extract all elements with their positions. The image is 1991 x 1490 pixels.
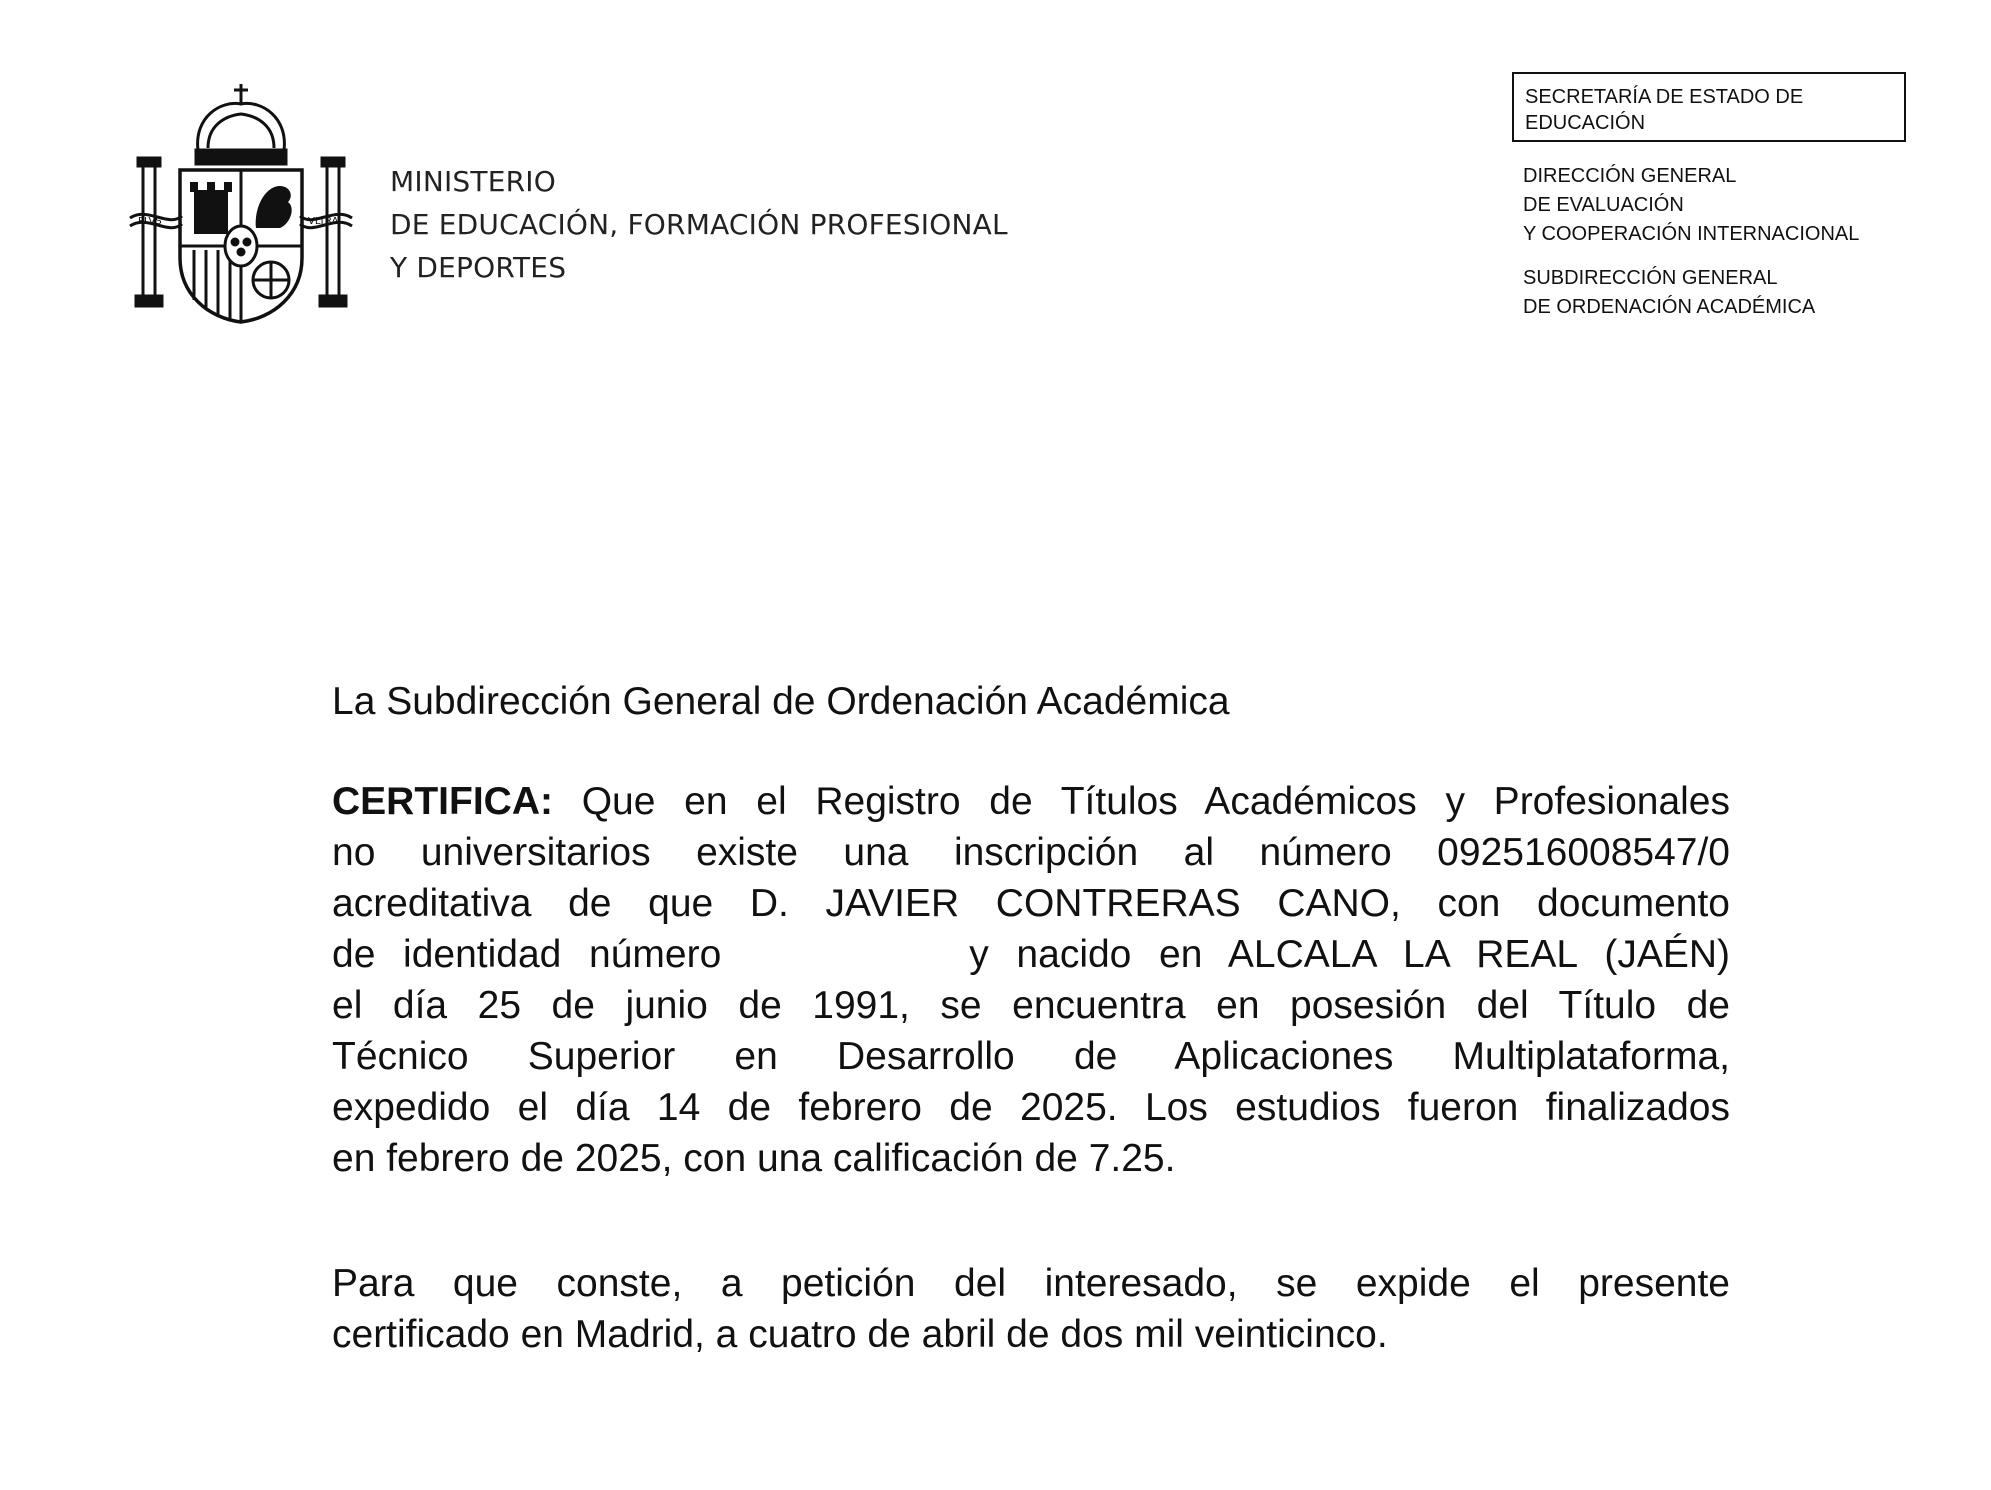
paragraph-line: no universitarios existe una inscripción al número 092516008547/0 [332, 831, 1730, 874]
closing-paragraph [332, 1258, 1730, 1360]
ministry-line: MINISTERIO [390, 165, 556, 198]
paragraph-line: certificado en Madrid, a cuatro de abril de dos mil veinticinco. [332, 1313, 1388, 1356]
paragraph-line: acreditativa de que D. JAVIER CONTRERAS CANO, con documento [332, 882, 1730, 925]
paragraph-line: Para que conste, a petición del interesado, se expide el presente [332, 1262, 1730, 1305]
paragraph-line: en febrero de 2025, con una calificación de 7.25. [332, 1137, 1176, 1180]
subdireccion-line: SUBDIRECCIÓN GENERAL [1523, 267, 1778, 289]
ministry-line: Y DEPORTES [390, 251, 567, 284]
ministry-name [390, 160, 1008, 289]
paragraph-line: CERTIFICA: Que en el Registro de Títulos Académicos y Profesionales [332, 780, 1730, 823]
paragraph-line: el día 25 de junio de 1991, se encuentra en posesión del Título de [332, 984, 1730, 1027]
direccion-line: DE EVALUACIÓN [1523, 194, 1684, 216]
secretaria-line: SECRETARÍA DE ESTADO DE [1525, 86, 1804, 108]
certifica-paragraph [332, 776, 1730, 1184]
coat-of-arms-icon [128, 78, 354, 328]
certifica-label: CERTIFICA: [332, 780, 553, 823]
document-intro: La Subdirección General de Ordenación Académica [332, 680, 1230, 723]
secretaria-line: EDUCACIÓN [1525, 112, 1646, 134]
crest-motto-left: PLVS [138, 216, 162, 227]
crest-motto-right: VLTRA [308, 216, 339, 227]
direccion-general [1523, 162, 1859, 249]
subdireccion-general [1523, 264, 1815, 322]
paragraph-line: Técnico Superior en Desarrollo de Aplicaciones Multiplataforma, [332, 1035, 1730, 1078]
secretaria-box [1512, 72, 1906, 142]
direccion-line: DIRECCIÓN GENERAL [1523, 165, 1737, 187]
subdireccion-line: DE ORDENACIÓN ACADÉMICA [1523, 296, 1816, 318]
ministry-line: DE EDUCACIÓN, FORMACIÓN PROFESIONAL [390, 208, 1008, 241]
paragraph-line: de identidad número y nacido en ALCALA LA REAL (JAÉN) [332, 933, 1731, 976]
paragraph-line: expedido el día 14 de febrero de 2025. Los estudios fueron finalizados [332, 1086, 1730, 1129]
direccion-line: Y COOPERACIÓN INTERNACIONAL [1523, 223, 1860, 245]
